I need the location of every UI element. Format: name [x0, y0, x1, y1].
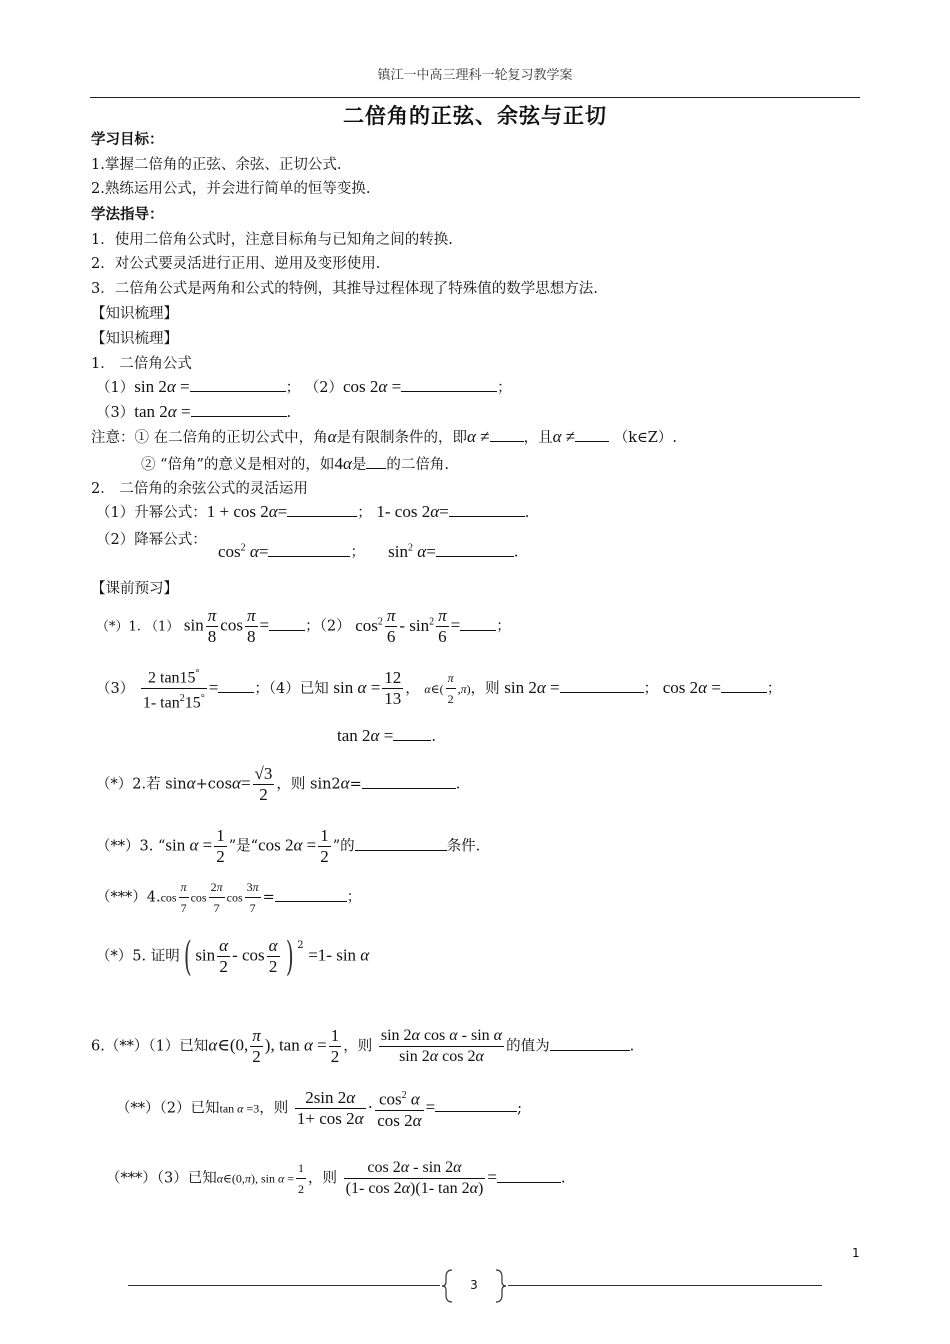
footer-rule-right: [508, 1285, 822, 1286]
answer-blank[interactable]: [490, 427, 524, 442]
subsection-title: 2． 二倍角的余弦公式的灵活运用: [91, 481, 308, 497]
answer-blank[interactable]: [269, 616, 305, 631]
question-5: （*）5. 证明( sin $\frac{\alpha}{2}$ - cos $\frac{\alpha}{2}$ ) $^2$ =1- sin α: [96, 933, 370, 980]
note-2: ② “倍角”的意义是相对的，如4α是 的二倍角.: [141, 454, 449, 473]
section-heading: 【知识梳理】: [91, 306, 178, 322]
answer-blank[interactable]: [550, 1036, 630, 1051]
header-rule: [90, 97, 860, 98]
formula-line-1: （1）sin 2α = ； （2）cos 2α = ；: [96, 377, 512, 396]
answer-blank[interactable]: [560, 678, 644, 693]
answer-blank[interactable]: [287, 502, 357, 517]
answer-blank[interactable]: [191, 402, 287, 417]
section-heading: 【课前预习】: [91, 581, 178, 597]
page-title: 二倍角的正弦、余弦与正切: [343, 104, 607, 128]
answer-blank[interactable]: [190, 377, 286, 392]
lower-power-formulas: $\cos^2 \alpha=$ ； $\sin^2 \alpha=$ .: [218, 541, 519, 561]
answer-blank[interactable]: [355, 836, 447, 851]
guide-item: 1．使用二倍角公式时，注意目标角与已知角之间的转换.: [91, 232, 453, 248]
item-label: （2）: [304, 380, 343, 396]
question-2: （*）2.若 sinα+cosα= $\frac{√3}{2}$ ，则 sin2α= .: [96, 764, 461, 804]
formula-line-2: （3）tan 2α = .: [96, 402, 292, 421]
question-6-part-1: 6.（**）（1）已知α∈(0, $\frac{\pi}{2}$ ), tan α = $\frac{1}{2}$ ，则 $\frac{\text{sin 2α cos α - sin α}}{\text{sin 2α cos 2α}}$ 的值为 .: [91, 1026, 635, 1066]
goal-item: 2.熟练运用公式，并会进行简单的恒等变换.: [91, 181, 371, 197]
question-6-part-2: （**）（2）已知tan α =3，则 $\frac{2\sin 2\alpha}{1+ \cos 2\alpha}$ · $\frac{\cos^2 \alpha}{\cos 2\alpha}$ = ;: [116, 1087, 523, 1130]
item-label: （3）: [96, 405, 135, 421]
goals-heading: 学习目标：: [91, 132, 164, 148]
answer-blank[interactable]: [275, 887, 347, 902]
footer-rule-left: [128, 1285, 440, 1286]
answer-blank[interactable]: [449, 502, 525, 517]
answer-blank[interactable]: [497, 1168, 561, 1183]
answer-blank[interactable]: [721, 678, 767, 693]
answer-blank[interactable]: [366, 454, 386, 469]
goal-item: 1.掌握二倍角的正弦、余弦、正切公式.: [91, 157, 342, 173]
answer-blank[interactable]: [393, 726, 431, 741]
note-1: 注意：① 在二倍角的正切公式中，角α是有限制条件的，即α ≠ ，且α ≠ （k∈Z）.: [91, 427, 677, 446]
answer-blank[interactable]: [460, 616, 496, 631]
question-1-line-2: （3） $\frac{2 \tan 15^\circ}{1- \tan^215^\circ}$ = ；（4）已知 sin α = $\frac{12}{13}$ ， α∈( $\frac{\pi}{2}$ ,π)，则 sin 2α = ； cos 2α = ；: [96, 664, 781, 714]
answer-blank[interactable]: [401, 377, 497, 392]
question-6-part-3: （***）（3）已知α∈(0,π), sin α = $\frac{1}{2}$ ，则 $\frac{\cos 2\alpha - \sin 2\alpha}{(1- \cos 2\alpha)(1- \tan 2\alpha)}$ = .: [106, 1159, 566, 1197]
question-1-line-3: tan 2α = .: [337, 726, 436, 745]
answer-blank[interactable]: [362, 774, 456, 789]
answer-blank[interactable]: [268, 542, 350, 557]
guide-heading: 学法指导：: [91, 207, 164, 223]
guide-item: 3．二倍角公式是两角和公式的特例，其推导过程体现了特殊值的数学思想方法.: [91, 281, 598, 297]
running-header: 镇江一中高三理科一轮复习教学案: [377, 68, 573, 83]
page-number-corner: 1: [852, 1246, 860, 1260]
section-heading: 【知识梳理】: [91, 331, 178, 347]
question-1-line-1: （*）1. （1） sin $\frac{\pi}{8}$ cos $\frac{\pi}{8}$ = ；（2） $\cos^2$ $\frac{\pi}{6}$ - $\sin^2$ $\frac{\pi}{6}$ = ；: [96, 606, 511, 646]
answer-blank[interactable]: [575, 427, 609, 442]
answer-blank[interactable]: [436, 542, 514, 557]
question-4: （***）4.cos $\frac{\pi}{7}$ cos $\frac{2\pi}{7}$ cos $\frac{3\pi}{7}$ = ；: [96, 877, 361, 918]
guide-item: 2．对公式要灵活进行正用、逆用及变形使用.: [91, 256, 381, 272]
page-number-center: 3: [470, 1278, 478, 1292]
item-label: （1）: [96, 380, 135, 396]
answer-blank[interactable]: [218, 678, 254, 693]
answer-blank[interactable]: [435, 1097, 517, 1112]
subsection-title: 1． 二倍角公式: [91, 356, 192, 372]
raise-power-line: （1）升幂公式：1 + cos 2α= ； 1- cos 2α= .: [96, 502, 530, 521]
question-3: （**）3. “sin α = $\frac{1}{2}$ ”是“cos 2α = $\frac{1}{2}$ ”的 条件.: [96, 826, 481, 866]
lower-power-line: （2）降幂公式：: [96, 532, 207, 548]
